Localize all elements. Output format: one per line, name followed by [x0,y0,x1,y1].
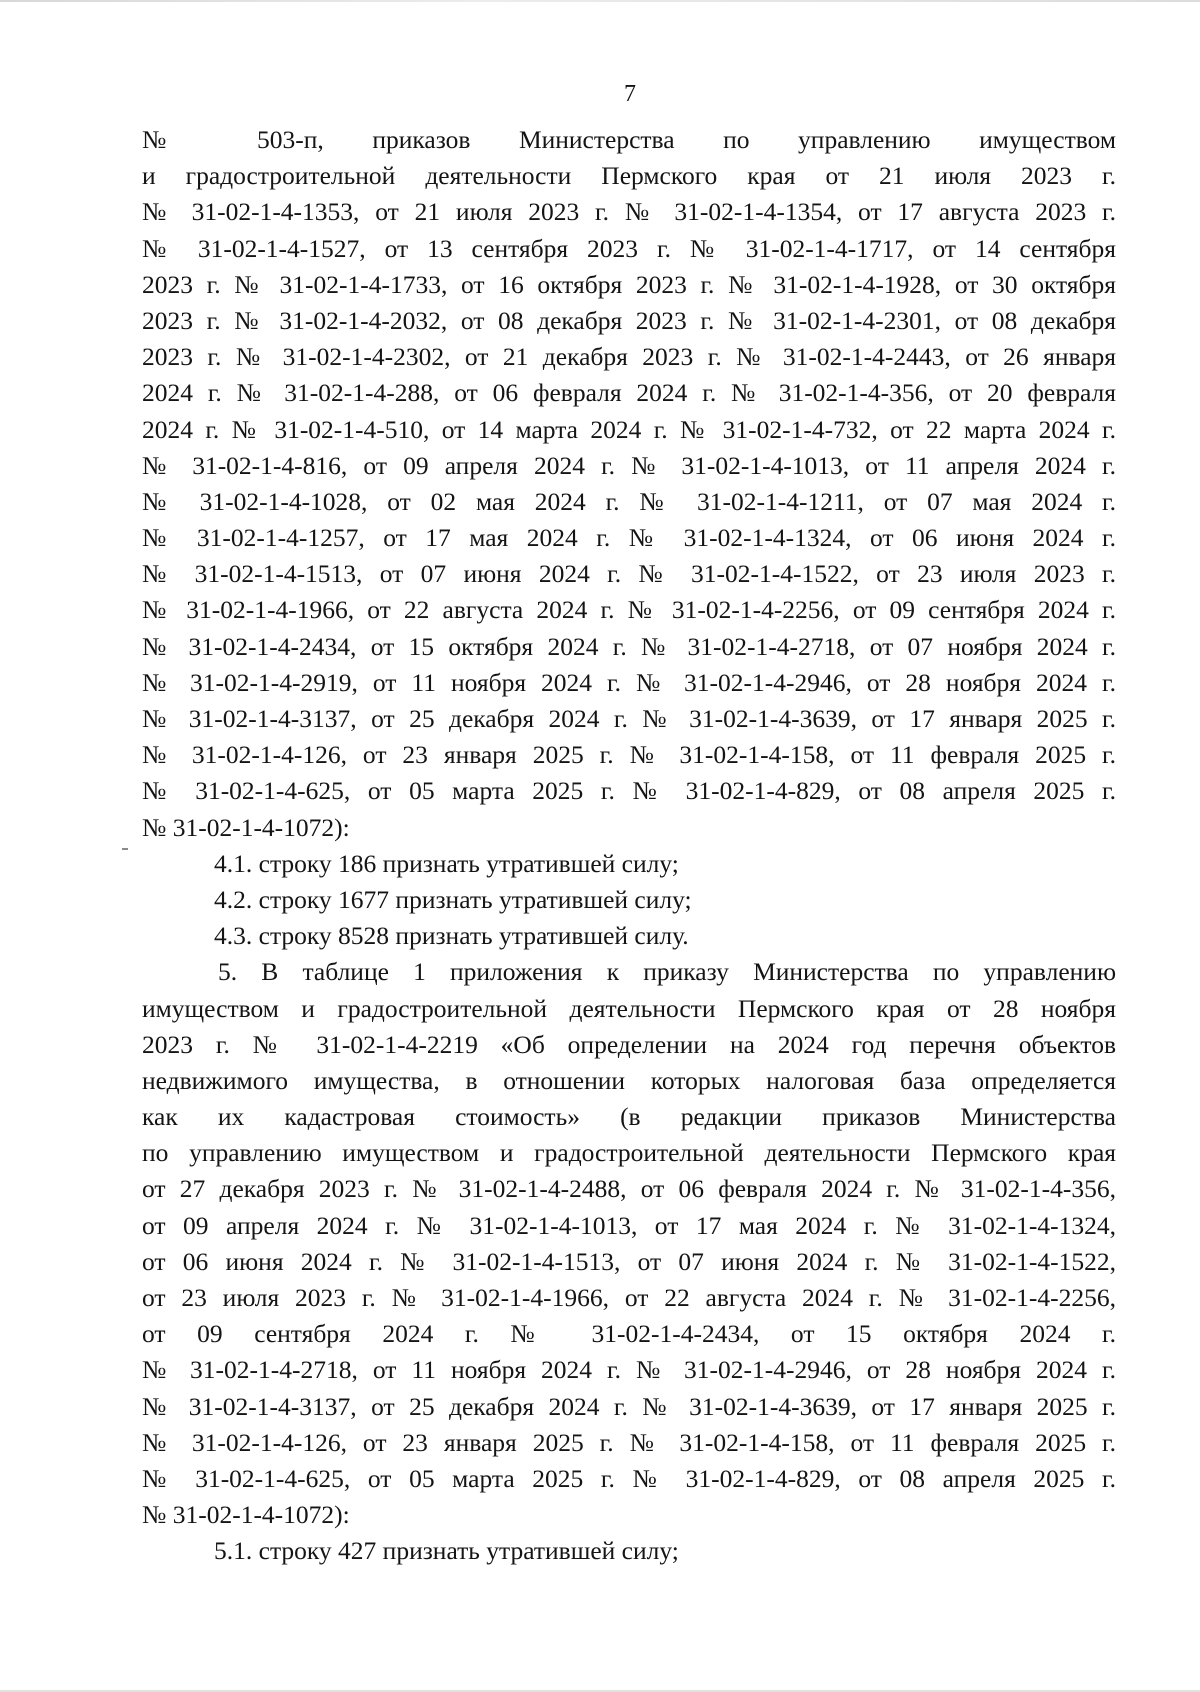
text-line: от 27 декабря 2023 г. № 31-02-1-4-2488, от 06 февраля 2024 г. № 31-02-1-4-356, [142,1174,1116,1204]
text-line: № 31-02-1-4-1966, от 22 августа 2024 г. № 31-02-1-4-2256, от 09 сентября 2024 г. [142,595,1116,625]
text-line: № 31-02-1-4-1353, от 21 июля 2023 г. № 31-02-1-4-1354, от 17 августа 2023 г. [142,197,1116,227]
text-line: № 31-02-1-4-2718, от 11 ноября 2024 г. № 31-02-1-4-2946, от 28 ноября 2024 г. [142,1355,1116,1385]
text-line: 5. В таблице 1 приложения к приказу Министерства по управлению [218,957,1116,987]
text-line: по управлению имуществом и градостроительной деятельности Пермского края [142,1138,1116,1168]
text-line: № 31-02-1-4-625, от 05 марта 2025 г. № 31-02-1-4-829, от 08 апреля 2025 г. [142,776,1116,806]
text-line: № 31-02-1-4-1513, от 07 июня 2024 г. № 31-02-1-4-1522, от 23 июля 2023 г. [142,559,1116,589]
text-line: 4.1. строку 186 признать утратившей силу; [214,848,679,878]
text-line: 2023 г. № 31-02-1-4-2032, от 08 декабря 2023 г. № 31-02-1-4-2301, от 08 декабря [142,305,1116,335]
text-line: недвижимого имущества, в отношении которых налоговая база определяется [142,1065,1116,1095]
text-line: от 09 сентября 2024 г. № 31-02-1-4-2434, от 15 октября 2024 г. [142,1319,1116,1349]
text-line: от 23 июля 2023 г. № 31-02-1-4-1966, от 22 августа 2024 г. № 31-02-1-4-2256, [142,1283,1116,1312]
text-line: № 31-02-1-4-126, от 23 января 2025 г. № 31-02-1-4-158, от 11 февраля 2025 г. [142,740,1116,770]
text-line: и градостроительной деятельности Пермского края от 21 июля 2023 г. [142,161,1116,191]
text-line: 4.3. строку 8528 признать утратившей силу. [214,921,689,951]
text-line: № 31-02-1-4-1072): [142,812,350,842]
text-line: № 31-02-1-4-1257, от 17 мая 2024 г. № 31-02-1-4-1324, от 06 июня 2024 г. [142,523,1116,553]
text-line: № 31-02-1-4-816, от 09 апреля 2024 г. № 31-02-1-4-1013, от 11 апреля 2024 г. [142,450,1116,480]
text-line: № 31-02-1-4-126, от 23 января 2025 г. № 31-02-1-4-158, от 11 февраля 2025 г. [142,1427,1116,1457]
text-line: 4.2. строку 1677 признать утратившей силу; [214,884,692,914]
document-body [142,122,1116,1570]
text-line: 2024 г. № 31-02-1-4-510, от 14 марта 2024 г. № 31-02-1-4-732, от 22 марта 2024 г. [142,414,1116,444]
text-line: 2023 г. № 31-02-1-4-1733, от 16 октября 2023 г. № 31-02-1-4-1928, от 30 октября [142,269,1116,299]
text-line: от 09 апреля 2024 г. № 31-02-1-4-1013, от 17 мая 2024 г. № 31-02-1-4-1324, [142,1210,1116,1240]
page-number: 7 [624,81,636,107]
scan-edge-top [0,0,1200,2]
text-line: № 31-02-1-4-1072): [142,1500,350,1530]
text-line: как их кадастровая стоимость» (в редакции приказов Министерства [142,1102,1116,1132]
text-line: № 31-02-1-4-625, от 05 марта 2025 г. № 31-02-1-4-829, от 08 апреля 2025 г. [142,1463,1116,1493]
text-line: № 503-п, приказов Министерства по управлению имуществом [142,125,1116,154]
text-line: 2023 г. № 31-02-1-4-2219 «Об определении на 2024 год перечня объектов [142,1029,1116,1059]
text-line: 5.1. строку 427 признать утратившей силу; [214,1536,679,1566]
text-line: № 31-02-1-4-1527, от 13 сентября 2023 г. № 31-02-1-4-1717, от 14 сентября [142,233,1116,263]
text-line: от 06 июня 2024 г. № 31-02-1-4-1513, от 07 июня 2024 г. № 31-02-1-4-1522, [142,1246,1116,1276]
text-line: № 31-02-1-4-2919, от 11 ноября 2024 г. № 31-02-1-4-2946, от 28 ноября 2024 г. [142,667,1116,697]
text-line: имуществом и градостроительной деятельности Пермского края от 28 ноября [142,993,1116,1023]
text-line: № 31-02-1-4-2434, от 15 октября 2024 г. № 31-02-1-4-2718, от 07 ноября 2024 г. [142,631,1116,661]
text-line: 2023 г. № 31-02-1-4-2302, от 21 декабря 2023 г. № 31-02-1-4-2443, от 26 января [142,342,1116,372]
text-line: 2024 г. № 31-02-1-4-288, от 06 февраля 2024 г. № 31-02-1-4-356, от 20 февраля [142,378,1116,408]
text-line: № 31-02-1-4-1028, от 02 мая 2024 г. № 31-02-1-4-1211, от 07 мая 2024 г. [142,486,1116,516]
text-line: № 31-02-1-4-3137, от 25 декабря 2024 г. № 31-02-1-4-3639, от 17 января 2025 г. [142,1391,1116,1421]
scan-artifact-mark [122,848,128,850]
text-line: № 31-02-1-4-3137, от 25 декабря 2024 г. № 31-02-1-4-3639, от 17 января 2025 г. [142,704,1116,733]
